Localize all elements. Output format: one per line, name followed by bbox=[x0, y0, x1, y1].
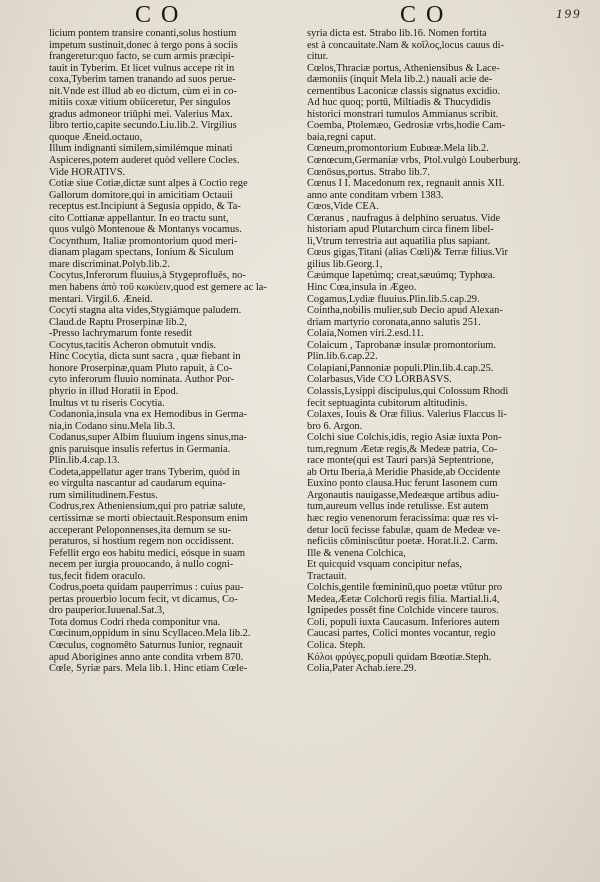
right-column-text-line: driam martyrio coronata,anno salutis 251. bbox=[307, 316, 481, 328]
left-column-text-line: acceperant Peloponnenses,ita demum se su- bbox=[49, 524, 232, 536]
left-column-text-line: licium pontem transire conanti,solus hostium bbox=[49, 28, 237, 39]
right-column-text-line: Colchi siue Colchis,idis, regio Asiæ iuxta Pon- bbox=[307, 432, 502, 444]
right-column-text-line: Colia,Pater Achab.iere.29. bbox=[307, 663, 417, 675]
right-column-text-line: Cœnus I I. Macedonum rex, regnauit annis XII. bbox=[307, 178, 505, 190]
running-head-right: C O bbox=[400, 2, 446, 28]
left-column-text-line: Codrus,poeta quidam pauperrimus : cuius pau- bbox=[49, 582, 244, 594]
right-column-text-line: Caucasi partes, Colici montes vocantur, regio bbox=[307, 628, 496, 640]
right-column-text-line: Cæúmque Iapetúmq; creat,sæuúmq; Typhœa. bbox=[307, 270, 496, 282]
left-column-text-line: honore Proserpinæ,quam Pluto rapuit, à Co- bbox=[49, 362, 233, 374]
right-column-text-line: Coli, populi iuxta Caucasum. Inferiores autem bbox=[307, 616, 500, 628]
right-column-text-line: detur locū fecisse fabulæ, quam de Medeæ ve- bbox=[307, 524, 501, 536]
left-column-text-line: apud Aborigines anno ante condita vrbem 870. bbox=[49, 651, 244, 663]
right-column-text-line: Cœnœcum,Germaniæ vrbs, Ptol.vulgò Louberburg. bbox=[307, 155, 521, 167]
left-column-text-line: Cœle, Syriæ pars. Mela lib.1. Hinc etiam Cœle- bbox=[49, 663, 248, 675]
right-column-text-line: Cœranus , naufragus à delphino seruatus. Vide bbox=[307, 212, 501, 224]
right-column-text-line: Cœlos,Thraciæ portus, Atheniensibus & Lace- bbox=[307, 62, 500, 74]
right-column-text-line: Euxino ponto clausa.Huc ferunt Iasonem cum bbox=[307, 478, 498, 490]
left-column-text-line: men habens ἀπὸ τοῦ κωκύειν,quod est gemere ac la- bbox=[49, 282, 267, 294]
running-head bbox=[0, 2, 600, 28]
left-column-text-line: Codrus,rex Atheniensium,qui pro patriæ salute, bbox=[49, 501, 246, 513]
left-text-column bbox=[49, 28, 296, 675]
left-column-text-line: certissimæ se morti obiectauit.Responsum enim bbox=[49, 512, 248, 524]
left-column-text-line: Vide HORATIVS. bbox=[49, 166, 126, 178]
left-column-text-line: frangeretur:quo facto, se cum armis præcipi- bbox=[49, 51, 235, 63]
right-column-text-line: gilius lib.Georg.1, bbox=[307, 258, 383, 270]
right-column-text-line: Cœus gigas,Titani (alias Cœli)& Terræ filius.Vir bbox=[307, 247, 508, 259]
left-column-text-line: Cocytus,tacitis Acheron obmutuit vndis. bbox=[49, 339, 217, 351]
left-column-text-line: tauit in Tyberim. Et licet vulnus accepe rit in bbox=[49, 62, 235, 74]
left-column-text-line: Cotiæ siue Cotiæ,dictæ sunt alpes à Coctio rege bbox=[49, 178, 248, 190]
right-column-text-line: Ille & venena Colchica, bbox=[307, 547, 406, 559]
right-column-text-line: Κόλοι φρύγες,populi quidam Bœotiæ.Steph. bbox=[307, 651, 492, 663]
right-column-text-line: Et quicquid vsquam concipitur nefas, bbox=[307, 559, 462, 571]
right-column-text-line: cernentibus Laconicæ classis signatus excidio. bbox=[307, 85, 501, 97]
right-column-text-line: historici monstrari tumulos Ammianus scribit. bbox=[307, 108, 499, 120]
left-column-text-line: Tota domus Codri rheda componitur vna. bbox=[49, 616, 221, 628]
right-column-text-line: Cœos,Vide CEA. bbox=[307, 201, 379, 213]
right-column-text-line: Colaicum , Taprobanæ insulæ promontorium. bbox=[307, 339, 496, 351]
left-column-text-line: Cocynthum, Italiæ promontorium quod meri- bbox=[49, 235, 238, 247]
left-column-text-line: necem per iurgia prouocando, à nullo cogni- bbox=[49, 559, 234, 571]
right-column-text-line: Cœneum,promontorium Eubœæ.Mela lib.2. bbox=[307, 143, 489, 155]
right-column-text-line: li,Vtrum terrestria aut aquatilia plus sapiant. bbox=[307, 235, 491, 247]
right-column-text-line: hæc regio venenorum feracissima: quæ res vi- bbox=[307, 512, 499, 524]
right-column-text-line: Tractauit. bbox=[307, 570, 347, 582]
right-column-text-line: ab Ortu Iberia,à Meridie Phaside,ab Occidente bbox=[307, 466, 501, 478]
left-column-text-line: libro tertio,capite secundo.Liu.lib.2. Virgilius bbox=[49, 120, 237, 132]
left-column-text-line: phyrio in illud Horatii in Epod. bbox=[49, 385, 179, 397]
left-column-text-line: Inultus vt tu riseris Cocytia. bbox=[49, 397, 165, 409]
right-column-text-line: Colapiani,Pannoniæ populi.Plin.lib.4.cap.25. bbox=[307, 362, 494, 374]
right-column-text-line: Medea,Æetæ Colchorū regis filia. Martial.li.4, bbox=[307, 593, 500, 605]
right-column-text-line: dæmoniis (inquit Mela lib.2.) nauali acie de- bbox=[307, 74, 493, 86]
right-column-text-line: bro 6. Argon. bbox=[307, 420, 363, 432]
left-column-text-line: Fefellit ergo eos habitu medici, eósque in suam bbox=[49, 547, 246, 559]
right-text-column bbox=[307, 28, 569, 675]
left-column-text-line: mentari. Virgil.6. Æneid. bbox=[49, 293, 153, 305]
right-column-text-line: Hinc Cœa,insula in Ægeo. bbox=[307, 282, 417, 294]
right-column-text-line: Colaia,Nomen viri.2.esd.11. bbox=[307, 328, 424, 340]
left-column-text-line: tus,fecit fidem oraculo. bbox=[49, 570, 146, 582]
right-column-text-line: Coemba, Ptolemæo, Gedrosiæ vrbs,hodie Cam- bbox=[307, 120, 506, 132]
left-column-text-line: Aspiceres,potem auderet quòd vellere Cocles. bbox=[49, 155, 240, 167]
left-column-text-line: coxa,Tyberim tamen tranando ad suos perue- bbox=[49, 74, 236, 86]
right-column-text-line: Cœnōsus,portus. Strabo lib.7. bbox=[307, 166, 430, 178]
left-column-text-line: Hinc Cocytia, dicta sunt sacra , quæ fiebant in bbox=[49, 351, 241, 363]
left-column-text-line: gradus admoneor triūphi mei. Valerius Max. bbox=[49, 108, 233, 120]
left-column-text-line: Codanus,super Albim fluuium ingens sinus,ma- bbox=[49, 432, 247, 444]
right-column-text-line: Colaxes, Iouis & Oræ filius. Valerius Flaccus li- bbox=[307, 409, 507, 421]
right-column-text-line: Colchis,gentile fœmininū,quo poetæ vtūtur pro bbox=[307, 582, 503, 594]
right-column-text-line: Colarbasus,Vide CO LORBASVS. bbox=[307, 374, 452, 386]
left-column-text-line: receptus est.Incipiunt à Segusia oppido, & Ta- bbox=[49, 201, 241, 213]
left-column-text-line: Cocyti stagna alta vides,Stygiámque paludem. bbox=[49, 305, 242, 317]
left-column-text-line: mare discriminat.Polyb.lib.2. bbox=[49, 258, 170, 270]
left-column-text-line: rum similitudinem.Festus. bbox=[49, 489, 158, 501]
right-column-text-line: Argonautis nauigasse,Medeæque artibus adiu- bbox=[307, 489, 499, 501]
left-column-text-line: gnis paruisque insulis refertus in Germania. bbox=[49, 443, 231, 455]
right-column-text-line: Plin.lib.6.cap.22. bbox=[307, 351, 378, 363]
right-column-text-line: tum,aureum vellus inde retulisse. Est autem bbox=[307, 501, 489, 513]
right-column-text-line: anno ante conditam vrbem 1383. bbox=[307, 189, 444, 201]
right-column-text-line: syria dicta est. Strabo lib.16. Nomen fortita bbox=[307, 28, 487, 39]
left-column-text-line: cito Cottianæ appellantur. In eo tractu sunt, bbox=[49, 212, 229, 224]
right-column-text-line: fecit septuaginta cubitorum altitudinis. bbox=[307, 397, 468, 409]
right-column-text-line: Cogamus,Lydiæ fluuius.Plin.lib.5.cap.29. bbox=[307, 293, 480, 305]
left-column-text-line: Plin.lib.4.cap.13. bbox=[49, 455, 120, 467]
left-column-text-line: Illum indignanti similem,similémque minati bbox=[49, 143, 233, 155]
right-column-text-line: Colassis,Lysippi discipulus,qui Colossum Rhodi bbox=[307, 385, 509, 397]
right-column-text-line: race monte(qui est Tauri pars)à Septentrione, bbox=[307, 455, 494, 467]
left-column-text-line: impetum sustinuit,donec à tergo pons à sociis bbox=[49, 39, 238, 51]
left-column-text-line: quoque Æneid.octauo, bbox=[49, 131, 143, 143]
left-column-text-line: Cocytus,Inferorum fluuius,à Stygeprofluēs, no- bbox=[49, 270, 246, 282]
left-column-text-line: cyto inferorum fluuio nominata. Author Por- bbox=[49, 374, 235, 386]
right-column-text-line: tum,regnum Æetæ regis,& Medeæ patria, Co- bbox=[307, 443, 498, 455]
left-column-text-line: peraturos, si hostium regem non occidissent. bbox=[49, 536, 234, 548]
right-column-text-line: historiam apud Plutarchum circa finem libel- bbox=[307, 224, 494, 236]
right-column-text-line: Ad huc quoq; portū, Miltiadis & Thucydidis bbox=[307, 97, 491, 109]
left-column-text-line: nit.Vnde est illud ab eo dictum, cùm ei in co- bbox=[49, 85, 237, 97]
left-column-text-line: Codeta,appellatur ager trans Tyberim, quòd in bbox=[49, 466, 240, 478]
page-number: 199 bbox=[556, 6, 582, 21]
running-head-left: C O bbox=[135, 2, 181, 28]
left-column-text-line: Gallorum domitore,qui in amicitiam Octauii bbox=[49, 189, 233, 201]
right-column-text-line: Ignipedes possēt fine Colchide vincere tauros. bbox=[307, 605, 499, 617]
left-column-text-line: eo virgulta nascantur ad caudarum equina- bbox=[49, 478, 226, 490]
left-column-text-line: Claud.de Raptu Proserpinæ lib.2, bbox=[49, 316, 187, 328]
left-column-text-line: mitiis coxæ vitium obiiceretur, Per singulos bbox=[49, 97, 231, 109]
left-column-text-line: quos vulgò Montenoue & Montanys vocamus. bbox=[49, 224, 242, 236]
left-column-text-line: nia,in Codano sinu.Mela lib.3. bbox=[49, 420, 176, 432]
right-column-text-line: Colica. Steph. bbox=[307, 639, 366, 651]
left-column-text-line: dro pauperior.Iuuenal.Sat.3, bbox=[49, 605, 165, 617]
left-column-text-line: Cœculus, cognomēto Saturnus Iunior, regnauit bbox=[49, 639, 243, 651]
right-column-text-line: est à concauitate.Nam & κοῖλος,locus cauus di- bbox=[307, 39, 505, 51]
right-column-text-line: Cointha,nobilis mulier,sub Decio apud Alexan- bbox=[307, 305, 503, 317]
left-column-text-line: dianam plagam spectans, Ionium & Siculum bbox=[49, 247, 234, 259]
left-column-text-line: Cœcinum,oppidum in sinu Scyllaceo.Mela lib.2. bbox=[49, 628, 251, 640]
right-column-text-line: baia,regni caput. bbox=[307, 131, 376, 143]
left-column-text-line: pertas prouerbio locum fecit, vt dicamus, Co- bbox=[49, 593, 238, 605]
left-column-text-line: Codanonia,insula vna ex Hemodibus in Germa- bbox=[49, 409, 247, 421]
right-column-text-line: citur. bbox=[307, 51, 329, 63]
right-column-text-line: neficiis cōminiscūtur poetæ. Horat.li.2. Carm. bbox=[307, 536, 498, 548]
left-column-text-line: -Presso lachrymarum fonte resedit bbox=[49, 328, 192, 340]
